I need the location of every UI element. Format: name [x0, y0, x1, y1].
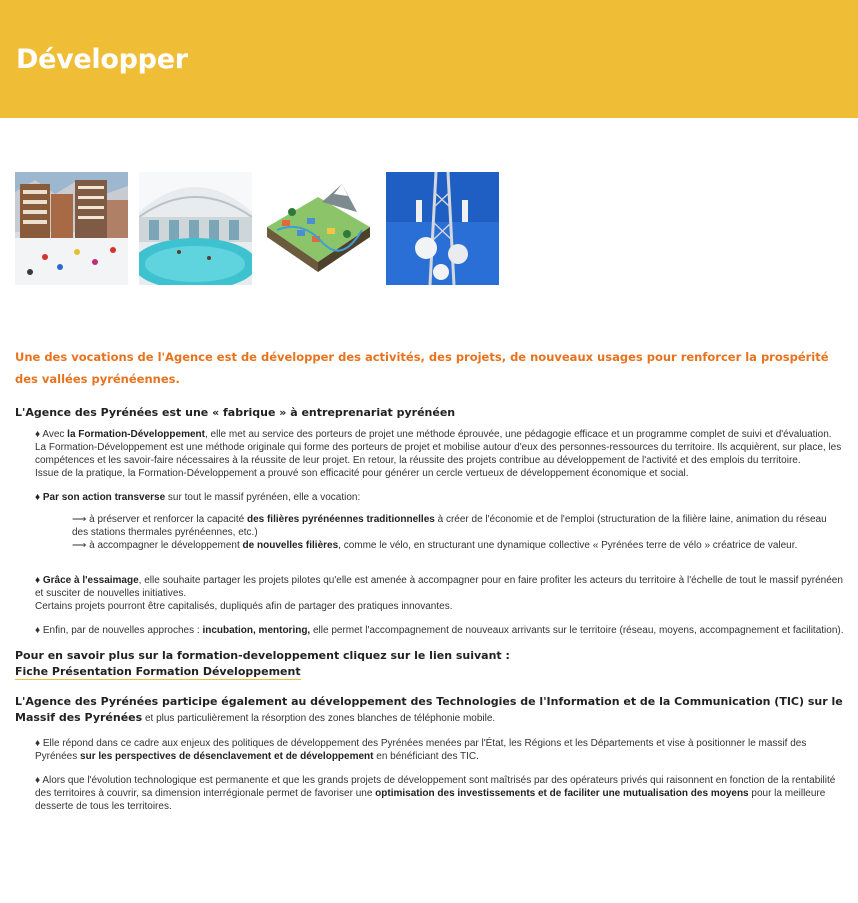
list-item: ♦ Elle répond dans ce cadre aux enjeux des politiques de développement des Pyrénées menées par l'État, les Régions et les Départements et vise à positionner le massif des Pyrénées sur les perspectives de désenclavement et de développement en bénéficiant des TIC.: [35, 738, 807, 762]
telecom-antenna-photo[interactable]: [386, 172, 499, 285]
ski-resort-photo[interactable]: [15, 172, 128, 285]
section-heading-fabrique: L'Agence des Pyrénées est une « fabrique » à entreprenariat pyrénéen: [15, 406, 456, 419]
intro-text: Une des vocations de l'Agence est de développer des activités, des projets, de nouveaux usages pour renforcer la prospérité des vallées pyrénéennes.: [15, 350, 829, 386]
list-item: ♦ Alors que l'évolution technologique est permanente et que les grands projets de développement sont maîtrisés par des opérateurs privés qui raisonnent en fonction de la rentabilité des territoires à couvrir, sa dimension interrégionale permet de favoriser une optimisation des investissements et de faciliter une mutualisation des moyens pour la meilleure desserte de tous les territoires.: [35, 775, 836, 812]
indoor-pool-photo[interactable]: [139, 172, 252, 285]
page-title: Développer: [16, 44, 188, 75]
territory-illustration[interactable]: [262, 172, 375, 285]
main-content: [15, 346, 845, 824]
sub-item: ⟶ à accompagner le développement de nouvelles filières, comme le vélo, en structurant une dynamique collective « Pyrénées terre de vélo » créatrice de valeur.: [72, 540, 798, 551]
sub-item: ⟶ à préserver et renforcer la capacité des filières pyrénéennes traditionnelles à créer de l'économie et de l'emploi (structuration de la filière laine, animation du réseau des stations thermales pyrénéennes, etc.): [72, 514, 827, 538]
more-info-heading: Pour en savoir plus sur la formation-developpement cliquez sur le lien suivant :: [15, 649, 510, 662]
formation-developpement-link[interactable]: Fiche Présentation Formation Développement: [15, 665, 301, 678]
list-item: ♦ Avec la Formation-Développement, elle met au service des porteurs de projet une méthode éprouvée, une pédagogie efficace et un programme complet de suivi et d'évaluation. La Formation-Développement est une méthode originale qui forme des porteurs de projet et mobilise autour d'eux des personnes-ressources du territoire. Ils acquièrent, sur place, les compétences et les savoir-faire nécessaires à la réussite de leur projet. En retour, la réussite des projets contribue au développement de l'activité et des emplois du territoire. Issue de la pratique, la Formation-Développement a prouvé son efficacité pour générer un cercle vertueux de développement économique et social.: [35, 429, 842, 479]
list-item: ♦ Enfin, par de nouvelles approches : incubation, mentoring, elle permet l'accompagnement de nouveaux arrivants sur le territoire (réseau, moyens, accompagnement et facilitation).: [35, 625, 844, 636]
section-heading-tic: L'Agence des Pyrénées participe également au développement des Technologies de l'Information et de la Communication (TIC) sur le Massif des Pyrénées et plus particulièrement la résorption des zones blanches de téléphonie mobile.: [15, 695, 843, 724]
page-banner: [0, 0, 858, 118]
list-item: ♦ Grâce à l'essaimage, elle souhaite partager les projets pilotes qu'elle est amenée à accompagner pour en faire profiter les acteurs du territoire à l'échelle de tout le massif pyrénéen et susciter de nouvelles initiatives. Certains projets pourront être capitalisés, dupliqués afin de partager des pratiques innovantes.: [35, 575, 843, 612]
sub-list: [72, 513, 845, 552]
list-item: ♦ Par son action transverse sur tout le massif pyrénéen, elle a vocation: ⟶ à préserver et renforcer la capacité des filières pyrénéennes traditionnelles à créer de l'économie et de l'emploi (structuration de la filière laine, animation du réseau des stations thermales pyrénéennes, etc.) ⟶ à accompagner le développement de nouvelles filières, comme le vélo, en structurant une dynamique collective « Pyrénées terre de vélo » créatrice de valeur.: [35, 491, 845, 552]
